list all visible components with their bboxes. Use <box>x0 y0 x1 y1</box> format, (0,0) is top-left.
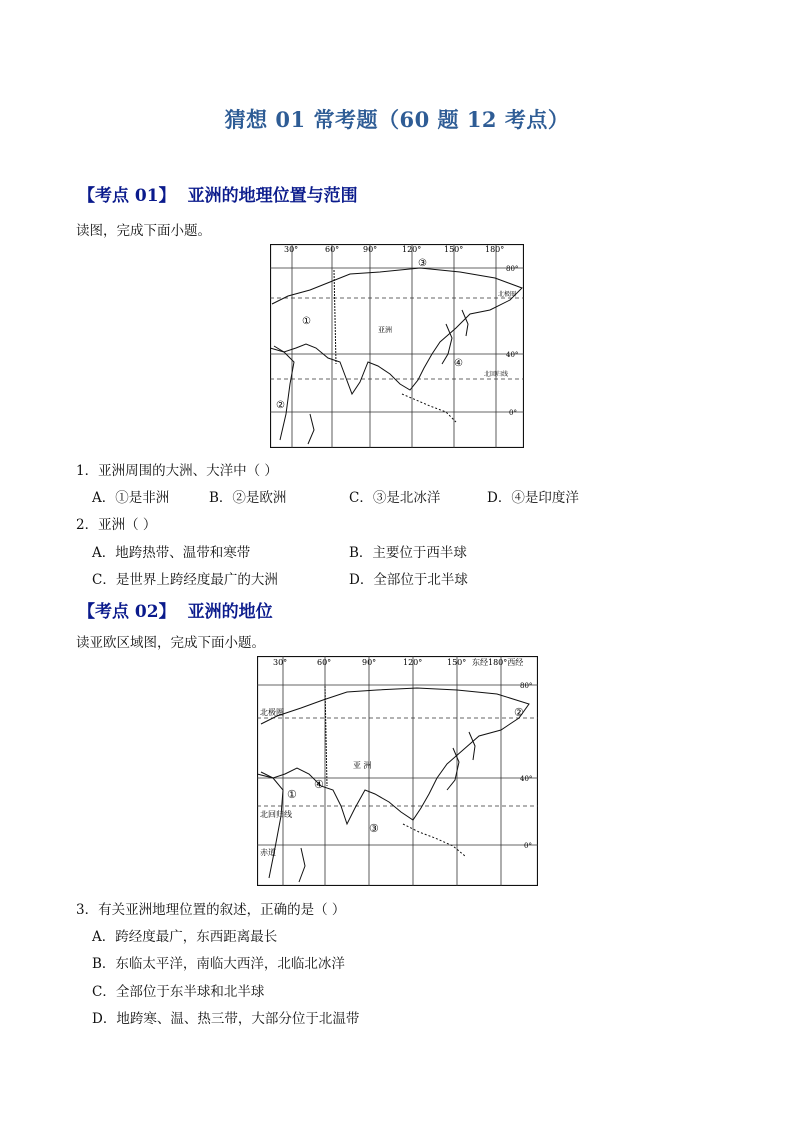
lon-label: 150° <box>444 245 464 254</box>
section-tag: 【考点 02】 <box>78 602 176 622</box>
lon-label: 60° <box>317 658 332 667</box>
page-title: 猜想 01 常考题（60 题 12 考点） <box>224 107 570 132</box>
option-2b[interactable]: B．主要位于西半球 <box>349 545 467 561</box>
lat-label: 0° <box>509 409 517 417</box>
lon-label: 180° <box>485 245 505 254</box>
line-label: 赤道 <box>260 848 276 857</box>
marker-3: ③ <box>369 822 379 835</box>
line-label: 北回归线 <box>260 810 292 819</box>
option-3b[interactable]: B．东临太平洋，南临大西洋，北临北冰洋 <box>92 956 345 972</box>
marker-3: ③ <box>418 258 427 269</box>
marker-1: ① <box>302 316 311 327</box>
option-2d[interactable]: D．全部位于北半球 <box>349 572 468 588</box>
lat-label: 40° <box>520 775 533 783</box>
asia-map-1 <box>270 244 524 448</box>
marker-1: ① <box>287 788 297 801</box>
lat-label: 40° <box>506 351 519 359</box>
marker-4: ④ <box>454 358 463 369</box>
option-1b[interactable]: B．②是欧洲 <box>209 490 287 506</box>
option-3c[interactable]: C．全部位于东半球和北半球 <box>92 984 265 1000</box>
line-label: 北极圈 <box>498 291 517 298</box>
section-name: 亚洲的地理位置与范围 <box>187 186 358 206</box>
lon-label: 150° <box>447 658 467 667</box>
option-3d[interactable]: D．地跨寒、温、热三带，大部分位于北温带 <box>92 1011 360 1027</box>
option-2a[interactable]: A．地跨热带、温带和寒带 <box>92 545 251 561</box>
section-name: 亚洲的地位 <box>187 602 273 622</box>
marker-2: ② <box>514 706 524 719</box>
section-intro: 读图，完成下面小题。 <box>76 223 211 239</box>
lon-label: 120° <box>402 245 422 254</box>
lon-label: 120° <box>403 658 423 667</box>
option-1c[interactable]: C．③是北冰洋 <box>349 490 441 506</box>
line-label: 北极圈 <box>260 708 284 717</box>
question-3-stem: 3．有关亚洲地理位置的叙述，正确的是（ ） <box>76 902 346 918</box>
section-tag: 【考点 01】 <box>78 186 176 206</box>
lon-label: 90° <box>363 245 378 254</box>
lon-label: 90° <box>362 658 377 667</box>
section-heading-1 <box>78 181 370 206</box>
option-3a[interactable]: A．跨经度最广，东西距离最长 <box>92 929 278 945</box>
lon-label: 30° <box>273 658 288 667</box>
lat-label: 80° <box>506 265 519 273</box>
section-intro: 读亚欧区域图，完成下面小题。 <box>76 635 265 651</box>
option-1d[interactable]: D．④是印度洋 <box>487 490 579 506</box>
continent-label: 亚洲 <box>378 326 392 334</box>
line-label: 北回归线 <box>484 371 509 378</box>
option-1a[interactable]: A．①是非洲 <box>92 490 170 506</box>
section-heading-2 <box>78 597 285 622</box>
continent-label: 亚 洲 <box>353 761 372 770</box>
lon-label: 60° <box>325 245 340 254</box>
option-2c[interactable]: C．是世界上跨经度最广的大洲 <box>92 572 278 588</box>
marker-2: ② <box>276 400 285 411</box>
eurasia-map-2 <box>257 656 538 886</box>
lon-label: 30° <box>284 245 299 254</box>
question-2-stem: 2．亚洲（ ） <box>76 517 157 533</box>
lat-label: 0° <box>524 842 532 850</box>
lat-label: 80° <box>520 682 533 690</box>
lon-label: 东经180°西经 <box>472 658 524 667</box>
question-1-stem: 1．亚洲周围的大洲、大洋中（ ） <box>76 463 278 479</box>
marker-4: ④ <box>314 778 324 791</box>
